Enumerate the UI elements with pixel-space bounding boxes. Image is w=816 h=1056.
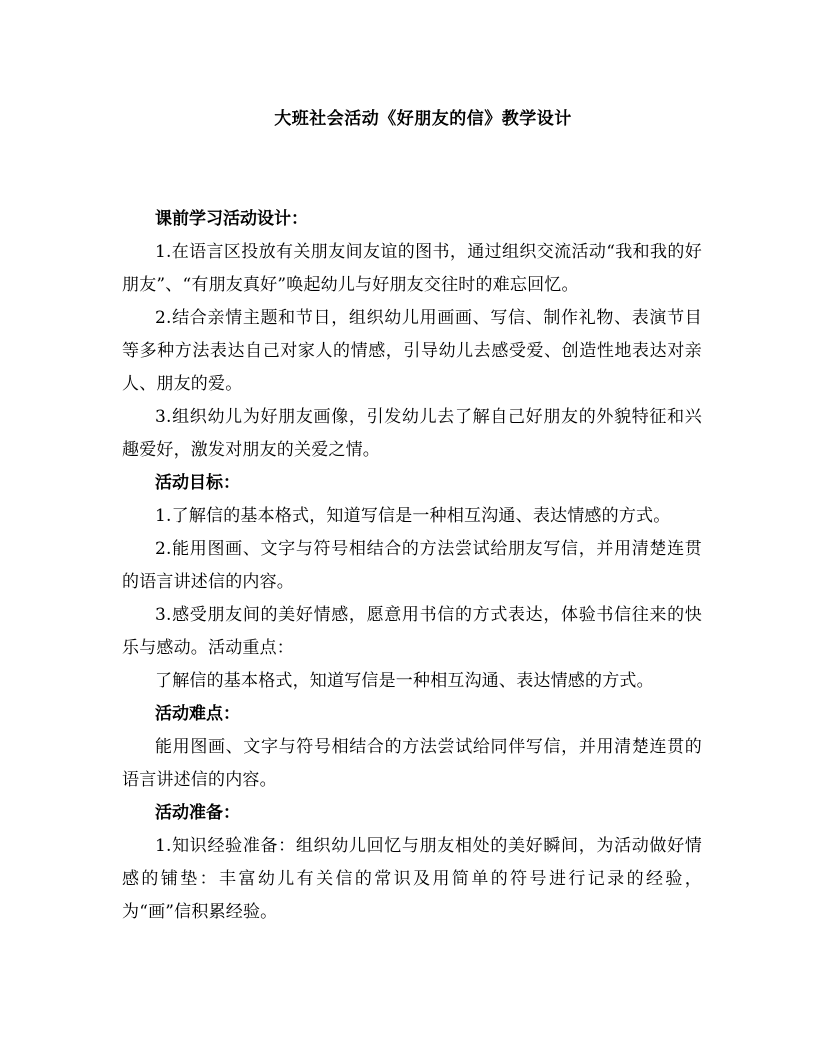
difficulty-heading: 活动难点：	[155, 704, 240, 724]
pre-study-item-2: 2.结合亲情主题和节日，组织幼儿用画画、写信、制作礼物、表演节目等多种方法表达自己对家人的情感，引导幼儿去感受爱、创造性地表达对亲人、朋友的爱。	[122, 308, 702, 394]
goal-item-3: 3.感受朋友间的美好情感，愿意用书信的方式表达，体验书信往来的快乐与感动。活动重点：	[122, 605, 702, 658]
pre-study-item-3: 3.组织幼儿为好朋友画像，引发幼儿去了解自己好朋友的外貌特征和兴趣爱好，激发对朋友的关爱之情。	[122, 407, 702, 460]
key-point-text: 了解信的基本格式，知道写信是一种相互沟通、表达情感的方式。	[155, 671, 654, 691]
prep-heading: 活动准备：	[155, 803, 240, 823]
goals-heading: 活动目标：	[155, 473, 240, 493]
document-title: 大班社会活动《好朋友的信》教学设计	[274, 109, 572, 129]
goal-item-1: 1.了解信的基本格式，知道写信是一种相互沟通、表达情感的方式。	[155, 506, 671, 526]
pre-study-item-1: 1.在语言区投放有关朋友间友谊的图书，通过组织交流活动“我和我的好朋友”、“有朋友真好”唤起幼儿与好朋友交往时的难忘回忆。	[122, 242, 702, 295]
document-body	[122, 203, 702, 929]
prep-item-1: 1.知识经验准备：组织幼儿回忆与朋友相处的美好瞬间，为活动做好情感的铺垫：丰富幼儿有关信的常识及用简单的符号进行记录的经验，为“画”信积累经验。	[122, 836, 702, 922]
difficulty-text: 能用图画、文字与符号相结合的方法尝试给同伴写信，并用清楚连贯的语言讲述信的内容。	[122, 737, 702, 790]
goal-item-2: 2.能用图画、文字与符号相结合的方法尝试给朋友写信，并用清楚连贯的语言讲述信的内容。	[122, 539, 702, 592]
pre-study-heading: 课前学习活动设计：	[155, 209, 308, 229]
